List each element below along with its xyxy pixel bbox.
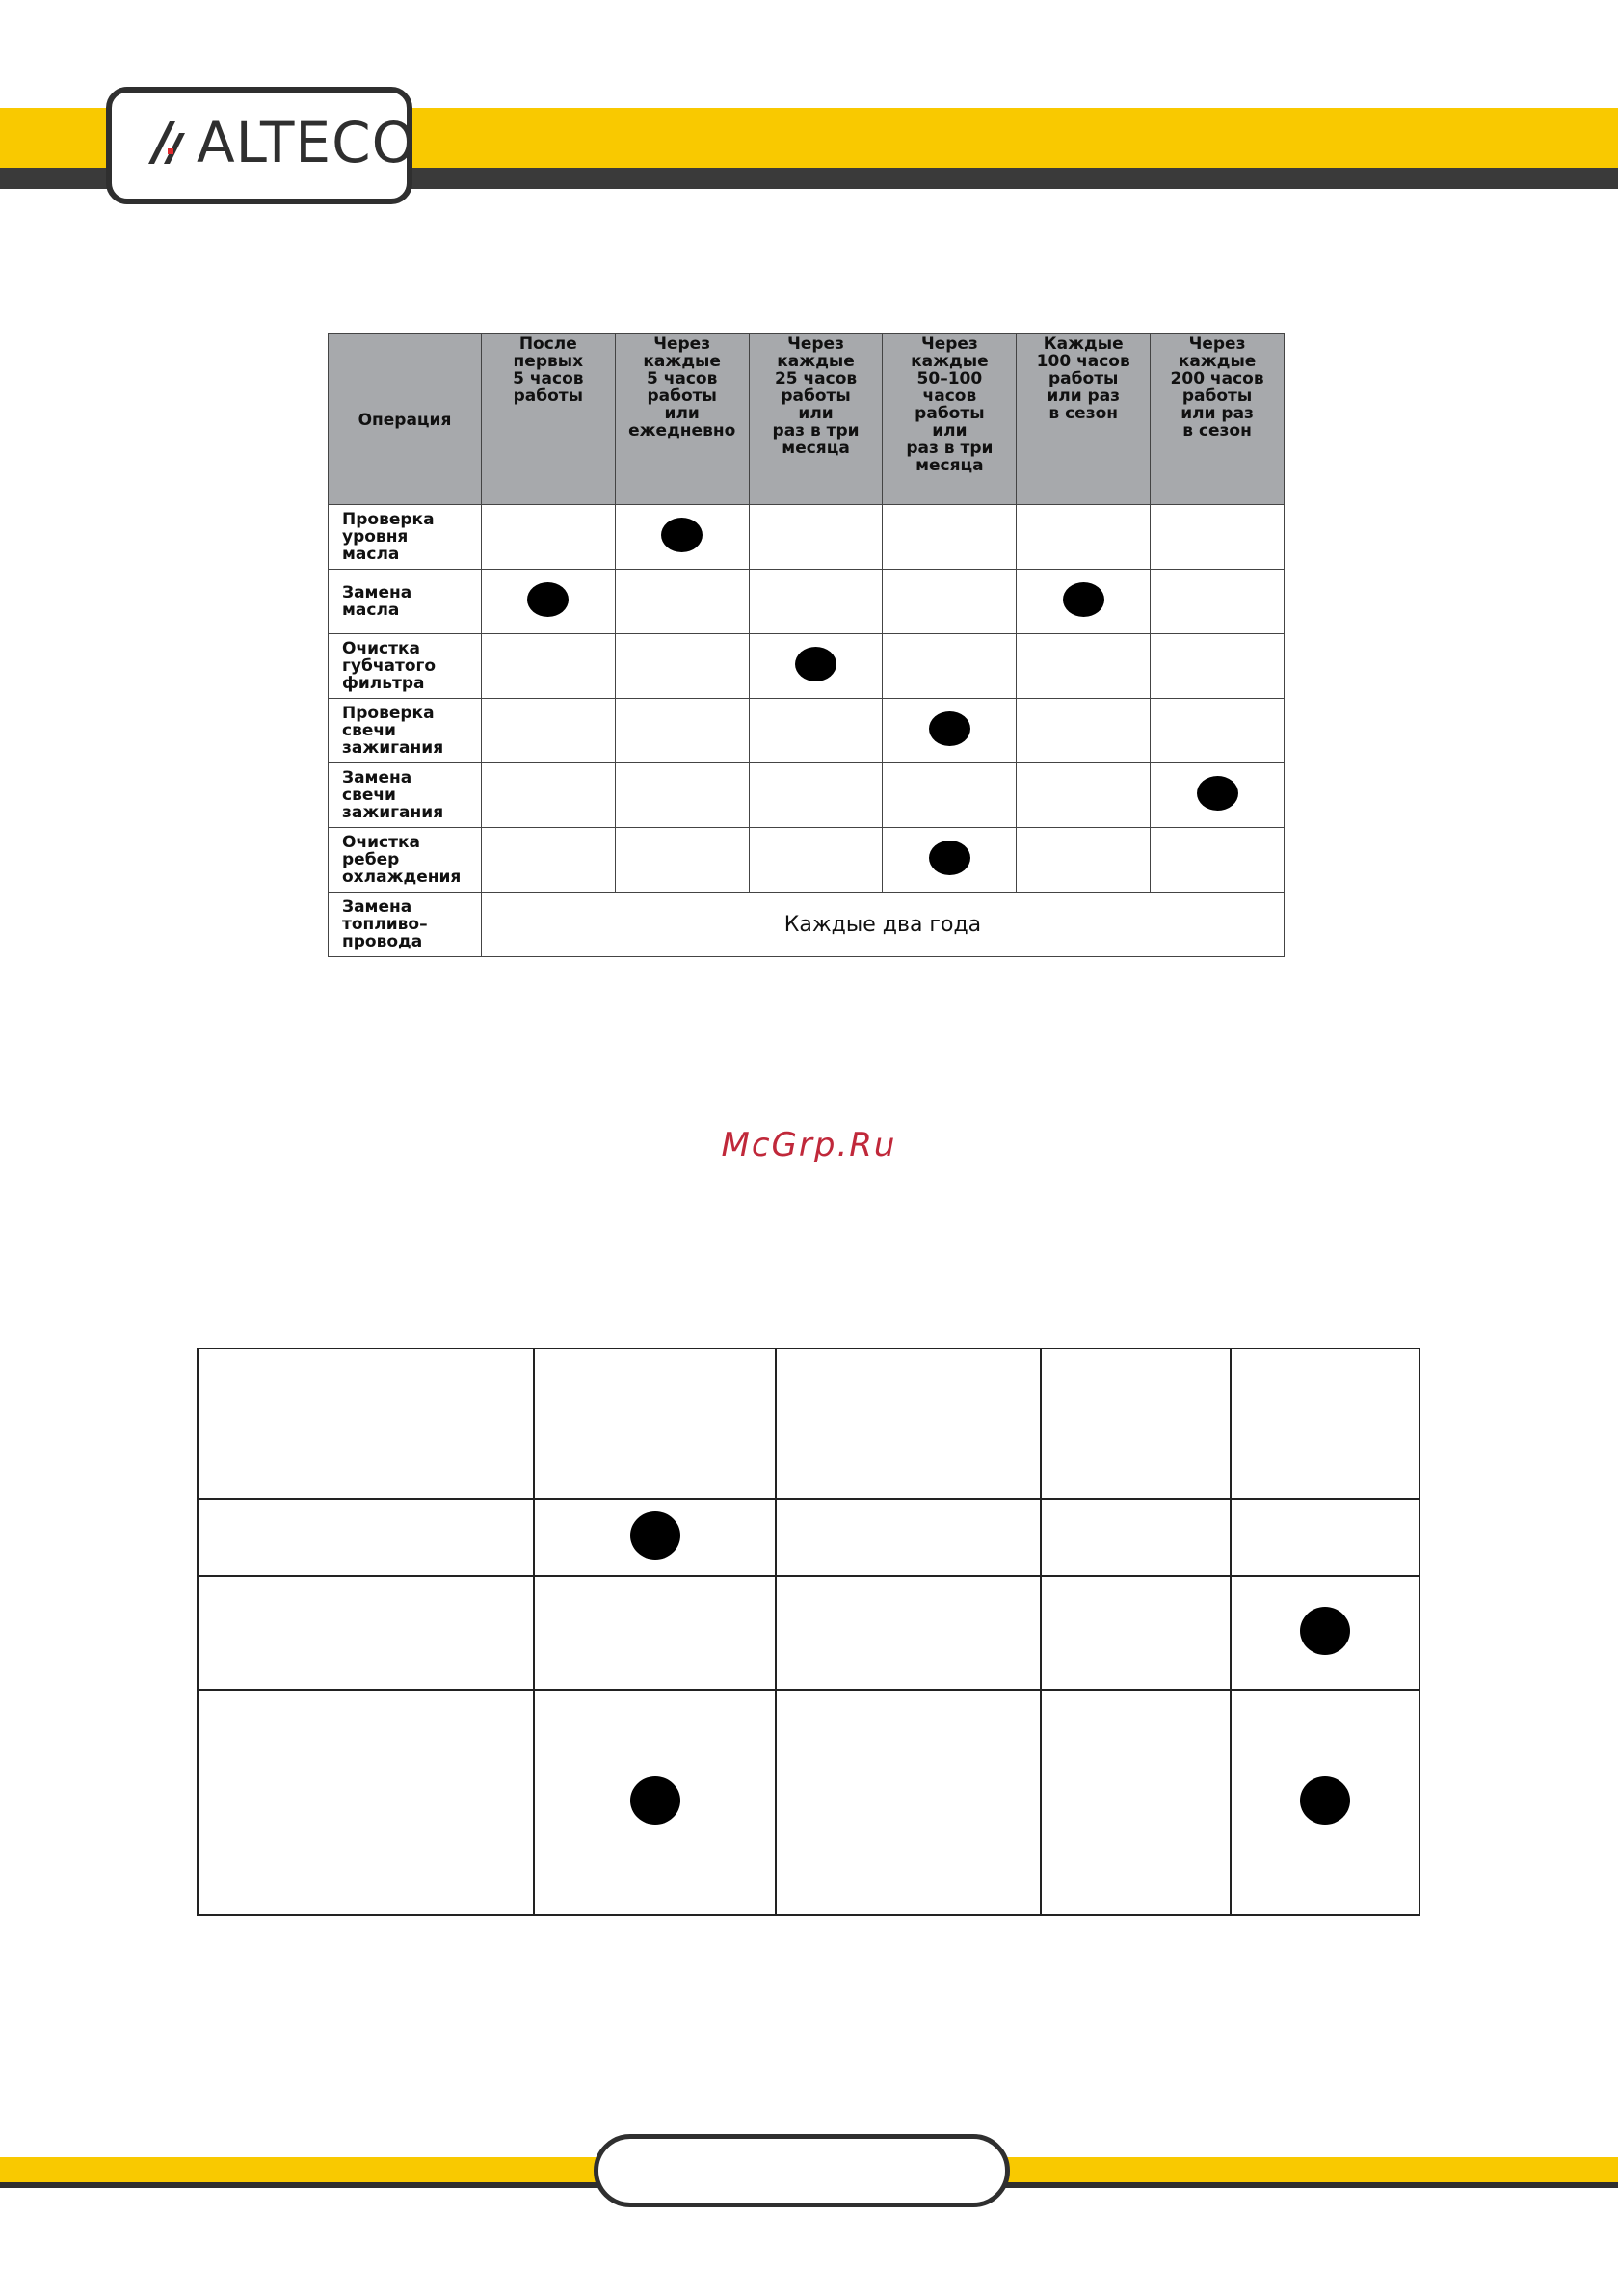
schedule-cell xyxy=(481,505,615,570)
maintenance-schedule-table xyxy=(328,333,1285,957)
table-row xyxy=(329,634,1285,699)
schedule-cell xyxy=(883,699,1017,763)
schedule-cell xyxy=(883,505,1017,570)
schedule-cell xyxy=(481,699,615,763)
schedule-cell xyxy=(615,699,749,763)
schedule-dot-icon xyxy=(929,841,970,875)
schedule-cell xyxy=(615,634,749,699)
schedule-cell xyxy=(1151,505,1285,570)
table-cell xyxy=(534,1690,776,1915)
operation-label: Очистка ребер охлаждения xyxy=(329,828,482,893)
column-header-operation: Операция xyxy=(329,334,482,505)
table-cell xyxy=(198,1690,534,1915)
brand-logo xyxy=(106,87,417,204)
table-cell xyxy=(534,1499,776,1576)
operation-label: Очистка губчатого фильтра xyxy=(329,634,482,699)
table-cell xyxy=(776,1348,1041,1499)
schedule-cell xyxy=(1151,634,1285,699)
table-cell xyxy=(1231,1499,1419,1576)
operation-label: Проверка уровня масла xyxy=(329,505,482,570)
schedule-cell xyxy=(481,570,615,634)
table-row xyxy=(329,893,1285,957)
schedule-cell xyxy=(1017,763,1151,828)
table-cell xyxy=(776,1690,1041,1915)
filled-dot-icon xyxy=(1300,1776,1350,1825)
table-row xyxy=(329,505,1285,570)
schedule-cell xyxy=(481,634,615,699)
schedule-cell xyxy=(749,699,883,763)
operation-label: Замена топливо– провода xyxy=(329,893,482,957)
schedule-cell xyxy=(1151,828,1285,893)
table-cell xyxy=(198,1499,534,1576)
schedule-cell xyxy=(749,634,883,699)
schedule-cell xyxy=(615,570,749,634)
table-row xyxy=(198,1576,1419,1690)
schedule-cell xyxy=(749,828,883,893)
schedule-dot-icon xyxy=(929,711,970,746)
schedule-cell xyxy=(749,763,883,828)
filled-dot-icon xyxy=(1300,1607,1350,1655)
schedule-dot-icon xyxy=(1063,582,1104,617)
schedule-dot-icon xyxy=(1197,776,1238,811)
schedule-cell xyxy=(749,505,883,570)
table-cell xyxy=(1041,1348,1232,1499)
schedule-cell xyxy=(615,763,749,828)
table-cell xyxy=(1041,1576,1232,1690)
brand-name: ALTECO xyxy=(197,110,417,175)
table-cell xyxy=(1041,1499,1232,1576)
table-cell xyxy=(1041,1690,1232,1915)
schedule-dot-icon xyxy=(661,518,703,552)
schedule-cell xyxy=(1151,699,1285,763)
schedule-cell xyxy=(883,828,1017,893)
table-cell xyxy=(1231,1576,1419,1690)
table-cell xyxy=(776,1576,1041,1690)
table-cell xyxy=(198,1576,534,1690)
schedule-cell xyxy=(883,763,1017,828)
table-cell xyxy=(534,1576,776,1690)
table-cell xyxy=(776,1499,1041,1576)
column-header-interval: Через каждые 25 часов работы или раз в три месяца xyxy=(749,334,883,505)
table-row xyxy=(329,570,1285,634)
schedule-cell xyxy=(1017,570,1151,634)
column-header-interval: Через каждые 200 часов работы или раз в сезон xyxy=(1151,334,1285,505)
schedule-cell xyxy=(1151,570,1285,634)
table-cell xyxy=(1231,1690,1419,1915)
page-number-badge xyxy=(594,2134,1010,2207)
watermark: McGrp.Ru xyxy=(721,1126,897,1164)
schedule-cell xyxy=(615,828,749,893)
column-header-interval: Через каждые 50–100 часов работы или раз в три месяца xyxy=(883,334,1017,505)
table-cell xyxy=(534,1348,776,1499)
schedule-cell xyxy=(1017,505,1151,570)
schedule-cell xyxy=(481,763,615,828)
column-header-interval: После первых 5 часов работы xyxy=(481,334,615,505)
table-row xyxy=(198,1690,1419,1915)
schedule-cell xyxy=(481,828,615,893)
schedule-cell xyxy=(883,570,1017,634)
operation-label: Замена масла xyxy=(329,570,482,634)
table-cell xyxy=(1231,1348,1419,1499)
filled-dot-icon xyxy=(630,1776,680,1825)
column-header-interval: Каждые 100 часов работы или раз в сезон xyxy=(1017,334,1151,505)
schedule-dot-icon xyxy=(795,647,836,681)
table-header-row xyxy=(329,334,1285,505)
table-row xyxy=(329,828,1285,893)
schedule-cell xyxy=(883,634,1017,699)
table-row xyxy=(329,699,1285,763)
schedule-cell xyxy=(749,570,883,634)
schedule-cell xyxy=(1151,763,1285,828)
logo-triangle-icon xyxy=(146,116,199,168)
operation-label: Замена свечи зажигания xyxy=(329,763,482,828)
table-row xyxy=(198,1499,1419,1576)
column-header-interval: Через каждые 5 часов работы или ежедневно xyxy=(615,334,749,505)
operation-label: Проверка свечи зажигания xyxy=(329,699,482,763)
schedule-cell xyxy=(1017,634,1151,699)
filled-dot-icon xyxy=(630,1511,680,1560)
table-row xyxy=(329,763,1285,828)
table-row xyxy=(198,1348,1419,1499)
secondary-table xyxy=(197,1348,1420,1916)
schedule-cell xyxy=(1017,699,1151,763)
schedule-cell xyxy=(615,505,749,570)
schedule-cell xyxy=(1017,828,1151,893)
interval-note: Каждые два года xyxy=(481,893,1284,957)
table-cell xyxy=(198,1348,534,1499)
schedule-dot-icon xyxy=(527,582,569,617)
